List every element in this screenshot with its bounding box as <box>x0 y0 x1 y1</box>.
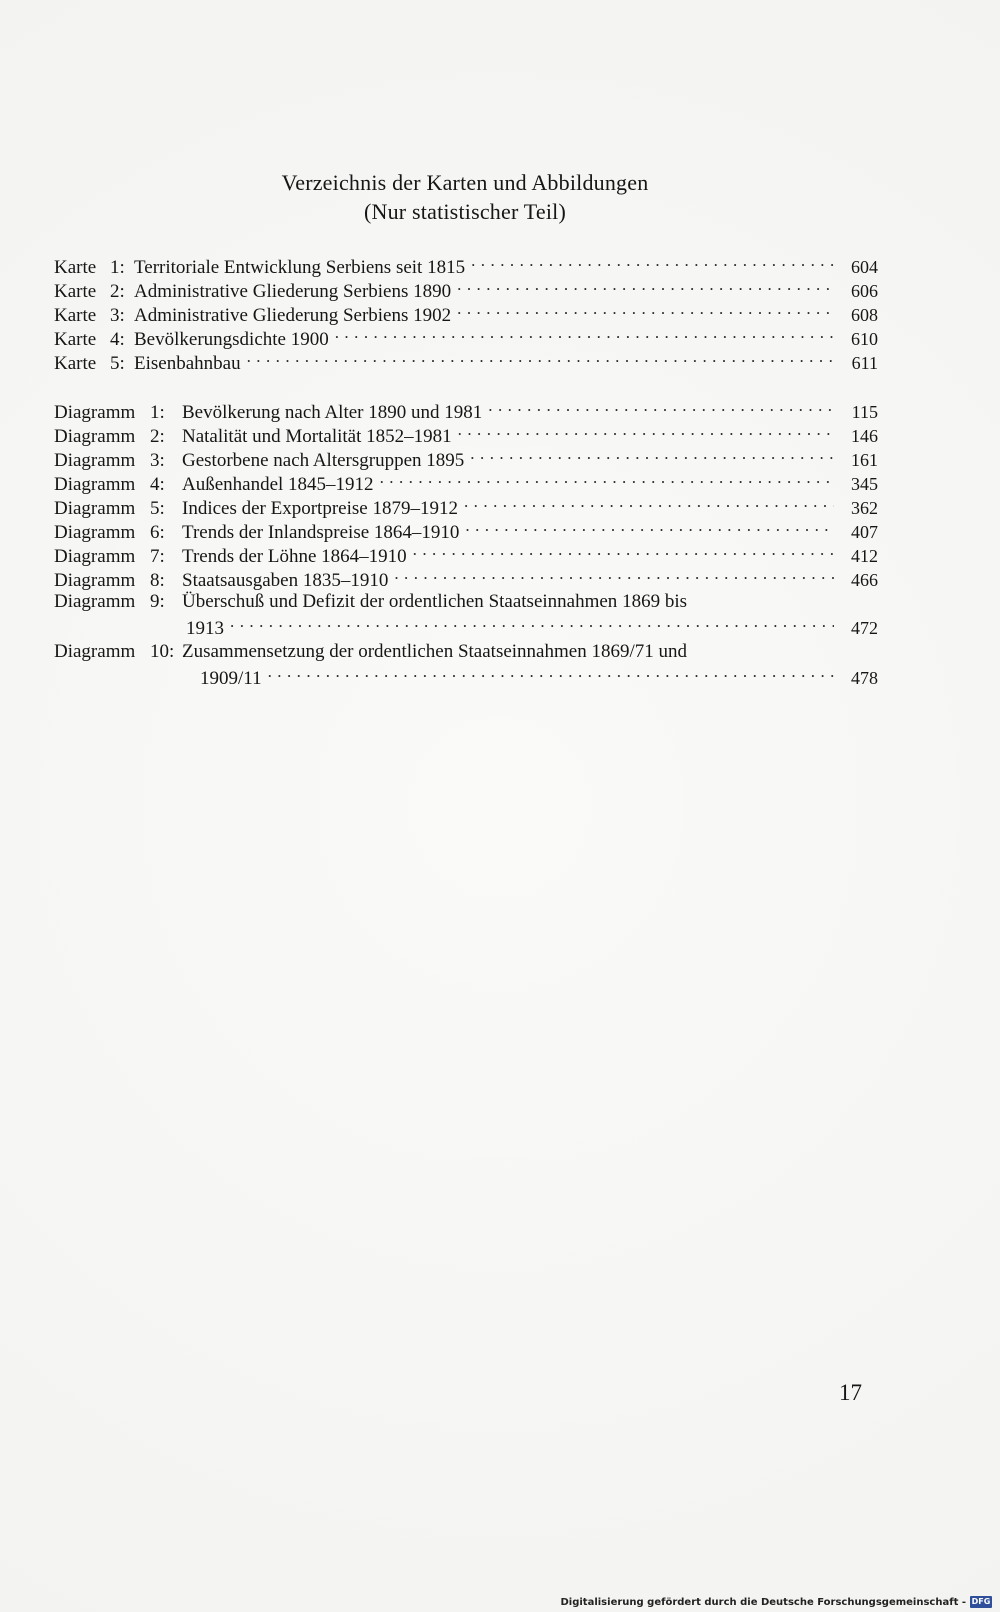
entry-title: Administrative Gliederung Serbiens 1890 <box>134 281 452 302</box>
diagramm-entry <box>54 398 878 425</box>
entry-page: 611 <box>851 353 878 373</box>
leader-dots <box>471 253 834 273</box>
entry-number: 5: <box>110 353 125 374</box>
leader-dots <box>268 664 834 684</box>
karte-entry <box>54 349 878 376</box>
entry-number: 1: <box>150 402 165 423</box>
title-word: 1869 <box>622 591 661 612</box>
entry-page: 345 <box>851 474 878 494</box>
entry-number: 8: <box>150 570 165 591</box>
karte-entry <box>54 325 878 352</box>
karte-entry <box>54 253 878 280</box>
diagramm-entry <box>54 446 878 473</box>
entry-title: Bevölkerung nach Alter 1890 und 1981 <box>182 402 483 423</box>
digitization-footer <box>560 1596 992 1608</box>
title-word: der <box>359 591 385 612</box>
entry-number: 10: <box>150 641 175 662</box>
entry-page: 161 <box>851 450 878 470</box>
karte-entry <box>54 301 878 328</box>
leader-dots <box>464 494 834 514</box>
title-line-2: (Nur statistischer Teil) <box>363 199 567 224</box>
diagramm-entry <box>54 422 878 449</box>
diagramm-entry <box>54 542 878 569</box>
title-line-1: Verzeichnis der Karten und Abbildungen <box>281 170 649 195</box>
entry-kind: Diagramm <box>54 498 136 519</box>
page-number: 17 <box>839 1380 862 1405</box>
title-word: der <box>329 641 354 662</box>
leader-dots <box>457 277 834 297</box>
entry-page: 115 <box>851 402 878 422</box>
entry-page: 412 <box>851 546 878 566</box>
entry-kind: Diagramm <box>54 426 136 447</box>
entry-page: 608 <box>851 305 878 325</box>
page-title <box>0 168 930 226</box>
footer-text: Digitalisierung gefördert durch die Deutsche Forschungsgemeinschaft - <box>560 1596 966 1608</box>
entry-number: 3: <box>150 450 165 471</box>
title-word: 1869/71 <box>591 641 654 662</box>
entry-kind: Diagramm <box>54 522 136 543</box>
leader-dots <box>380 470 834 490</box>
entry-title-continuation: 1909/11 <box>200 668 262 689</box>
title-word: Überschuß <box>182 591 265 612</box>
entry-kind: Diagramm <box>54 641 136 662</box>
leader-dots <box>457 301 834 321</box>
entry-title: Bevölkerungsdichte 1900 <box>134 329 329 350</box>
entry-number: 2: <box>150 426 165 447</box>
diagramm-entry-wrapped <box>54 640 878 691</box>
diagramm-entry <box>54 494 878 521</box>
entry-kind: Diagramm <box>54 402 136 423</box>
entry-number: 3: <box>110 305 125 326</box>
title-word: Zusammensetzung <box>182 641 325 662</box>
entry-kind: Diagramm <box>54 450 136 471</box>
entry-kind: Diagramm <box>54 546 136 567</box>
entry-page: 407 <box>851 522 878 542</box>
dfg-logo-icon: DFG <box>971 1597 991 1606</box>
entry-number: 9: <box>150 591 165 612</box>
entry-title: Staatsausgaben 1835–1910 <box>182 570 389 591</box>
karte-entry <box>54 277 878 304</box>
entry-title: Territoriale Entwicklung Serbiens seit 1815 <box>134 257 466 278</box>
entry-page: 466 <box>851 570 878 590</box>
entry-title: Natalität und Mortalität 1852–1981 <box>182 426 452 447</box>
entry-title: Trends der Löhne 1864–1910 <box>182 546 407 567</box>
leader-dots <box>470 446 834 466</box>
entry-page: 472 <box>851 618 878 638</box>
title-word: ordentlichen <box>388 591 484 612</box>
entry-number: 5: <box>150 498 165 519</box>
leader-dots <box>458 422 834 442</box>
entry-title-continuation: 1913 <box>186 618 224 639</box>
entry-title: Administrative Gliederung Serbiens 1902 <box>134 305 452 326</box>
entry-page: 604 <box>851 257 878 277</box>
entry-page: 606 <box>851 281 878 301</box>
title-word: Defizit <box>302 591 356 612</box>
entry-number: 7: <box>150 546 165 567</box>
entry-title: Außenhandel 1845–1912 <box>182 474 374 495</box>
entry-number: 4: <box>150 474 165 495</box>
diagramm-entry <box>54 518 878 545</box>
entry-page: 610 <box>851 329 878 349</box>
leader-dots <box>488 398 834 418</box>
diagramm-entry <box>54 566 878 593</box>
leader-dots <box>230 614 834 634</box>
entry-title-line <box>182 590 687 614</box>
entry-page: 146 <box>851 426 878 446</box>
diagramm-entry-wrapped <box>54 590 878 641</box>
entry-kind: Karte <box>54 257 97 278</box>
entry-number: 1: <box>110 257 125 278</box>
title-word: und <box>269 591 298 612</box>
title-word: Staatseinnahmen <box>457 641 587 662</box>
entry-number: 2: <box>110 281 125 302</box>
leader-dots <box>413 542 834 562</box>
title-word: Staatseinnahmen <box>488 591 618 612</box>
entry-title: Gestorbene nach Altersgruppen 1895 <box>182 450 465 471</box>
entry-title: Trends der Inlandspreise 1864–1910 <box>182 522 460 543</box>
entry-kind: Karte <box>54 281 97 302</box>
leader-dots <box>247 349 834 369</box>
entry-number: 6: <box>150 522 165 543</box>
diagramm-entry <box>54 470 878 497</box>
entry-title: Eisenbahnbau <box>134 353 241 374</box>
entry-kind: Diagramm <box>54 591 136 612</box>
title-word: bis <box>664 591 687 612</box>
leader-dots <box>335 325 834 345</box>
entry-kind: Karte <box>54 329 97 350</box>
entry-title-line <box>182 640 687 664</box>
title-word: ordentlichen <box>358 641 454 662</box>
entry-kind: Karte <box>54 353 97 374</box>
title-word: und <box>658 641 687 662</box>
leader-dots <box>465 518 834 538</box>
leader-dots <box>394 566 834 586</box>
entry-kind: Diagramm <box>54 474 136 495</box>
entry-page: 362 <box>851 498 878 518</box>
entry-kind: Diagramm <box>54 570 136 591</box>
entry-page: 478 <box>851 668 878 688</box>
entry-title: Indices der Exportpreise 1879–1912 <box>182 498 458 519</box>
entry-number: 4: <box>110 329 125 350</box>
entry-kind: Karte <box>54 305 97 326</box>
